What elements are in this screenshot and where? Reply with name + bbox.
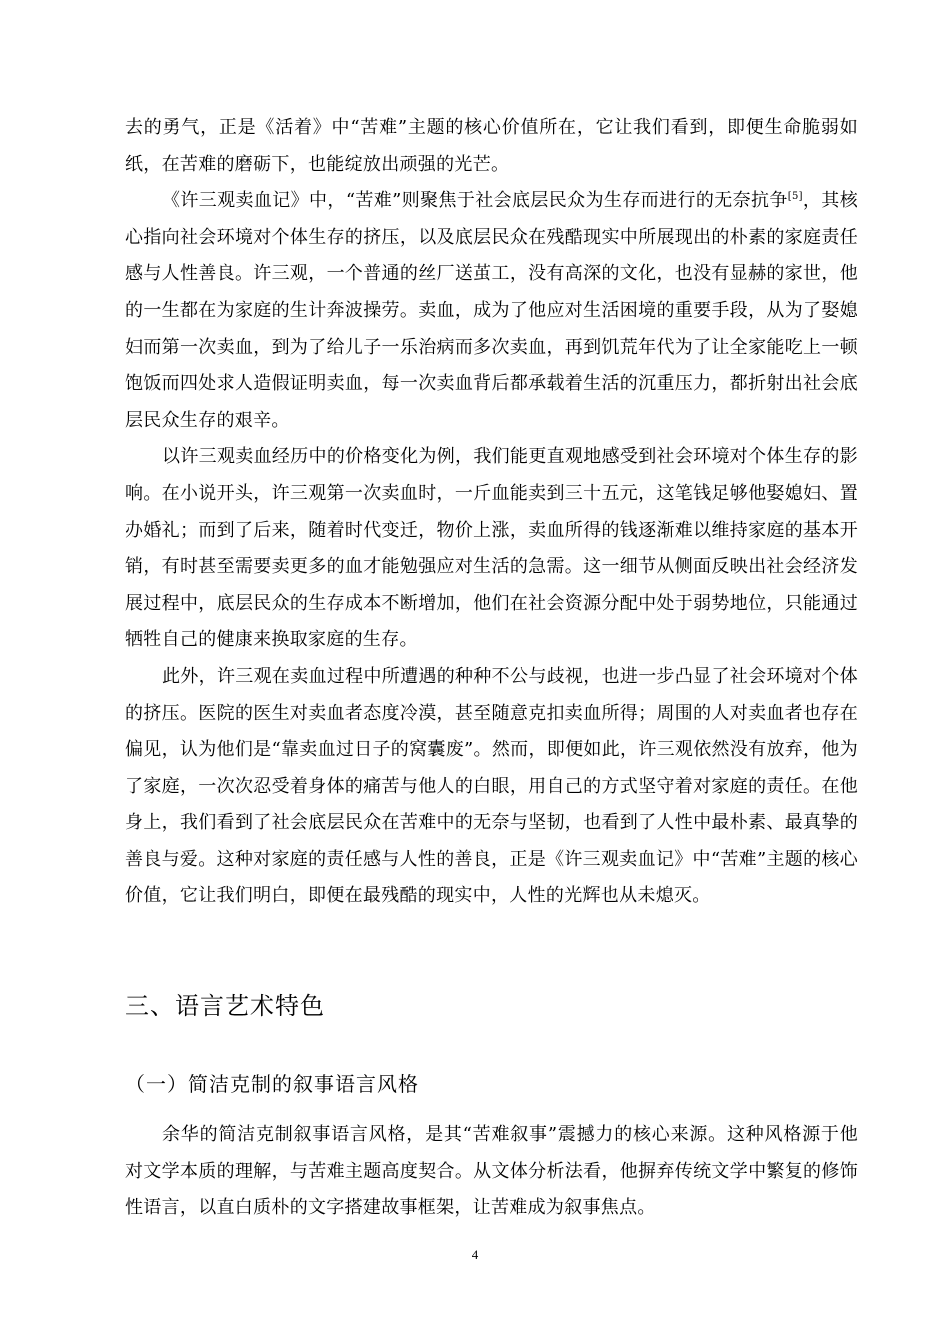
paragraph-price-change: 以许三观卖血经历中的价格变化为例，我们能更直观地感受到社会环境对个体生存的影响。在小说开头，许三观第一次卖血时，一斤血能卖到三十五元，这笔钱足够他娶媳妇、置办婚礼；而到了后来，随着时代变迁，物价上涨，卖血所得的钱逐渐难以维持家庭的基本开销，有时甚至需要卖更多的血才能勉强应对生活的急需。这一细节从侧面反映出社会经济发展过程中，底层民众的生存成本不断增加，他们在社会资源分配中处于弱势地位，只能通过牺牲自己的健康来换取家庭的生存。	[125, 446, 858, 651]
paragraph-text: 《许三观卖血记》中，“苦难”则聚焦于社会底层民众为生存而进行的无奈抗争	[162, 190, 788, 212]
paragraph-xu-sanguan-intro	[125, 183, 858, 439]
citation-marker[interactable]: [5]	[787, 191, 803, 203]
subsection-heading: （一）简洁克制的叙事语言风格	[125, 1072, 419, 1096]
paragraph-text: ，其核心指向社会环境对个体生存的挤压，以及底层民众在残酷现实中所展现出的朴素的家庭责任感与人性善良。许三观，一个普通的丝厂送茧工，没有高深的文化，也没有显赫的家世，他的一生都在为家庭的生计奔波操劳。卖血，成为了他应对生活困境的重要手段，从为了娶媳妇而第一次卖血，到为了给儿子一乐治病而多次卖血，再到饥荒年代为了让全家能吃上一顿饱饭而四处求人造假证明卖血，每一次卖血背后都承载着生活的沉重压力，都折射出社会底层民众生存的艰辛。	[125, 190, 858, 431]
section-heading: 三、语言艺术特色	[125, 992, 325, 1020]
document-body	[125, 110, 858, 1219]
paragraph-language-style: 余华的简洁克制叙事语言风格，是其“苦难叙事”震撼力的核心来源。这种风格源于他对文学本质的理解，与苦难主题高度契合。从文体分析法看，他摒弃传统文学中繁复的修饰性语言，以直白质朴的文字搭建故事框架，让苦难成为叙事焦点。	[125, 1124, 858, 1219]
paragraph-continuation: 去的勇气，正是《活着》中“苦难”主题的核心价值所在，它让我们看到，即便生命脆弱如纸，在苦难的磨砺下，也能绽放出顽强的光芒。	[125, 117, 858, 175]
paragraph-discrimination: 此外，许三观在卖血过程中所遭遇的种种不公与歧视，也进一步凸显了社会环境对个体的挤压。医院的医生对卖血者态度冷漠，甚至随意克扣卖血所得；周围的人对卖血者也存在偏见，认为他们是“靠卖血过日子的窝囊废”。然而，即便如此，许三观依然没有放弃，他为了家庭，一次次忍受着身体的痛苦与他人的白眼，用自己的方式坚守着对家庭的责任。在他身上，我们看到了社会底层民众在苦难中的无奈与坚韧，也看到了人性中最朴素、最真挚的善良与爱。这种对家庭的责任感与人性的善良，正是《许三观卖血记》中“苦难”主题的核心价值，它让我们明白，即便在最残酷的现实中，人性的光辉也从未熄灭。	[125, 665, 858, 907]
subsection-content	[125, 1117, 858, 1227]
page-number: 4	[471, 1247, 479, 1262]
